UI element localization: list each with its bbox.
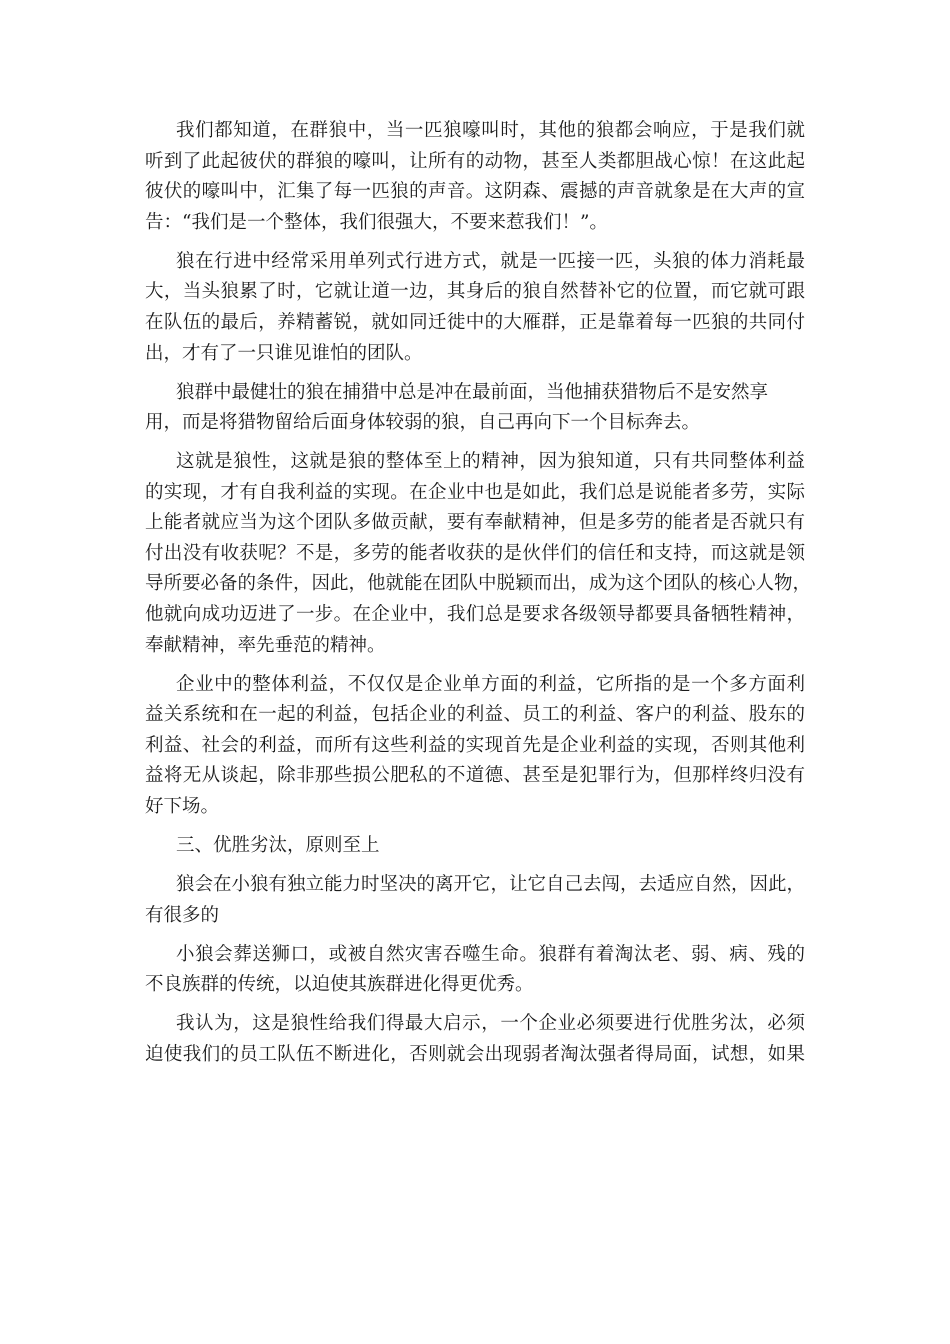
- text-line: 我认为，这是狼性给我们得最大启示，一个企业必须要进行优胜劣汰，必须: [176, 1013, 805, 1035]
- text-line: 迫使我们的员工队伍不断进化，否则就会出现弱者淘汰强者得局面，试想，如果: [145, 1043, 805, 1065]
- text-line: 奉献精神，率先垂范的精神。: [145, 634, 386, 656]
- text-line: 听到了此起彼伏的群狼的嚎叫，让所有的动物，甚至人类都胆战心惊！在这此起: [145, 150, 805, 172]
- paragraph: [145, 1009, 805, 1070]
- text-line: 狼在行进中经常采用单列式行进方式，就是一匹接一匹，头狼的体力消耗最: [176, 250, 805, 272]
- document-body: [145, 116, 812, 1070]
- text-line: 出，才有了一只谁见谁怕的团队。: [145, 342, 423, 364]
- text-line: 企业中的整体利益，不仅仅是企业单方面的利益，它所指的是一个多方面利: [176, 673, 805, 695]
- paragraph: [145, 247, 805, 369]
- text-line: 小狼会葬送狮口，或被自然灾害吞噬生命。狼群有着淘汰老、弱、病、残的: [176, 943, 805, 965]
- text-line: 利益、社会的利益，而所有这些利益的实现首先是企业利益的实现，否则其他利: [145, 734, 805, 756]
- text-line: 益关系统和在一起的利益，包括企业的利益、员工的利益、客户的利益、股东的: [145, 704, 805, 726]
- paragraph: [145, 116, 805, 238]
- text-line: 在队伍的最后，养精蓄锐，就如同迁徙中的大雁群，正是靠着每一匹狼的共同付: [145, 311, 805, 333]
- paragraph: [145, 447, 812, 661]
- text-line: 大，当头狼累了时，它就让道一边，其身后的狼自然替补它的位置，而它就可跟: [145, 281, 805, 303]
- paragraph: [145, 870, 805, 931]
- text-line: 有很多的: [145, 904, 220, 926]
- text-line: 告：“我们是一个整体，我们很强大，不要来惹我们！”。: [145, 211, 608, 233]
- text-line: 狼会在小狼有独立能力时坚决的离开它，让它自己去闯，去适应自然，因此，: [176, 874, 806, 895]
- text-line: 狼群中最健壮的狼在捕猎中总是冲在最前面，当他捕获猎物后不是安然享: [176, 381, 769, 403]
- paragraph: [145, 940, 805, 1001]
- text-line: 他就向成功迈进了一步。在企业中，我们总是要求各级领导都要具备牺牲精神，: [145, 604, 805, 626]
- text-line: 益将无从谈起，除非那些损公肥私的不道德、甚至是犯罪行为，但那样终归没有: [145, 765, 805, 787]
- text-line: 的实现，才有自我利益的实现。在企业中也是如此，我们总是说能者多劳，实际: [145, 481, 805, 503]
- text-line: 用，而是将猎物留给后面身体较弱的狼，自己再向下一个目标奔去。: [145, 412, 701, 434]
- text-line: 彼伏的嚎叫中，汇集了每一匹狼的声音。这阴森、震撼的声音就象是在大声的宣: [145, 181, 805, 203]
- paragraph: [145, 378, 805, 439]
- text-line: 三、优胜劣汰，原则至上: [176, 835, 380, 857]
- text-line: 好下场。: [145, 796, 220, 818]
- text-line: 不良族群的传统，以迫使其族群进化得更优秀。: [145, 974, 534, 996]
- text-line: 导所要必备的条件，因此，他就能在团队中脱颖而出，成为这个团队的核心人物，: [145, 573, 812, 595]
- section-heading: [145, 831, 805, 862]
- text-line: 我们都知道，在群狼中，当一匹狼嚎叫时，其他的狼都会响应，于是我们就: [176, 120, 805, 141]
- text-line: 上能者就应当为这个团队多做贡献，要有奉献精神，但是多劳的能者是否就只有: [145, 512, 805, 534]
- paragraph: [145, 670, 805, 823]
- text-line: 这就是狼性，这就是狼的整体至上的精神，因为狼知道，只有共同整体利益: [176, 451, 805, 473]
- text-line: 付出没有收获呢？不是，多劳的能者收获的是伙伴们的信任和支持，而这就是领: [145, 542, 805, 564]
